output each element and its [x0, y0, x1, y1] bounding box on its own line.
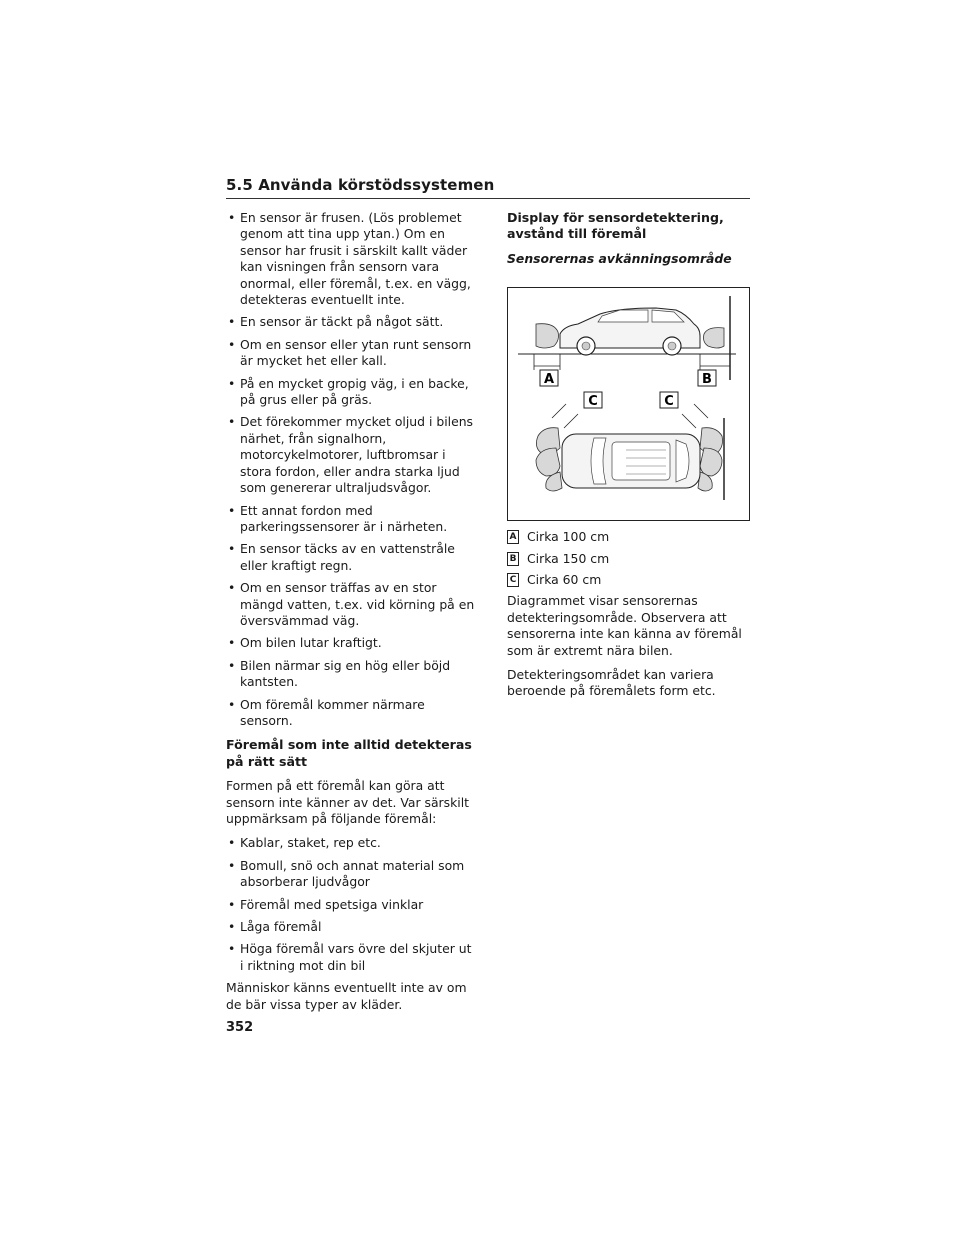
list-item: • Om föremål kommer närmare sensorn.: [226, 697, 476, 730]
legend-key: B: [507, 552, 519, 566]
legend-text: Cirka 150 cm: [527, 550, 610, 566]
left-column: [226, 210, 476, 1021]
right-column: [507, 210, 751, 708]
label-a: A: [543, 372, 555, 388]
legend-item: [507, 551, 751, 567]
legend-key: C: [507, 573, 519, 587]
legend-text: Cirka 100 cm: [527, 529, 610, 545]
legend-item: [507, 529, 751, 545]
list-item: • På en mycket gropig väg, i en backe, på grus eller på gräs.: [226, 376, 476, 409]
list-item: • Om en sensor träffas av en stor mängd vatten, t.ex. vid körning på en översvämmad väg.: [226, 580, 476, 629]
list-item: • Höga föremål vars övre del skjuter ut i riktning mot din bil: [226, 941, 476, 974]
list-item: • Bilen närmar sig en hög eller böjd kantsten.: [226, 658, 476, 691]
figure-legend: [507, 529, 751, 588]
list-item: • En sensor är frusen. (Lös problemet genom att tina upp ytan.) Om en sensor har frusit i särskilt kallt väder kan visningen från sensorn vara onormal, eller föremål, t.ex. en vägg, detekteras eventuellt inte.: [226, 210, 476, 308]
objects-heading: Föremål som inte alltid detekteras på rätt sätt: [226, 737, 472, 769]
range-note: Detekteringsområdet kan variera beroende på föremålets form etc.: [507, 667, 716, 699]
list-item: • Om bilen lutar kraftigt.: [226, 635, 476, 651]
label-b: B: [702, 372, 712, 388]
diagram-description: Diagrammet visar sensorernas detekteringsområde. Observera att sensorerna inte kan känna av föremål som är extremt nära bilen.: [507, 593, 742, 658]
conditions-list: [226, 210, 476, 729]
legend-text: Cirka 60 cm: [527, 572, 602, 588]
section-header: [226, 176, 750, 199]
list-item: • Föremål med spetsiga vinklar: [226, 897, 476, 913]
sensor-range-diagram: [508, 288, 751, 522]
list-item: • Det förekommer mycket oljud i bilens närhet, från signalhorn, motorcykelmotorer, luftbromsar i stora fordon, eller andra starka ljud som genererar ultraljudsvågor.: [226, 414, 476, 496]
label-c-rear: C: [664, 394, 674, 410]
legend-key: A: [507, 530, 519, 544]
display-heading: Display för sensordetektering, avstånd till föremål: [507, 210, 724, 242]
list-item: • Bomull, snö och annat material som absorberar ljudvågor: [226, 858, 476, 891]
list-item: • Ett annat fordon med parkeringssensorer är i närheten.: [226, 503, 476, 536]
label-c-front: C: [588, 394, 598, 410]
page-number: 352: [226, 1020, 254, 1035]
section-title: 5.5 Använda körstödssystemen: [226, 176, 495, 194]
list-item: • Kablar, staket, rep etc.: [226, 835, 476, 851]
objects-intro: Formen på ett föremål kan göra att sensorn inte känner av det. Var särskilt uppmärksam på följande föremål:: [226, 778, 470, 826]
list-item: • En sensor är täckt på något sätt.: [226, 314, 476, 330]
range-subheading: Sensorernas avkänningsområde: [507, 250, 732, 266]
closing-note: Människor känns eventuellt inte av om de bär vissa typer av kläder.: [226, 980, 467, 1012]
objects-list: [226, 835, 476, 974]
sensor-range-figure: [507, 287, 750, 521]
list-item: • Om en sensor eller ytan runt sensorn är mycket het eller kall.: [226, 337, 476, 370]
list-item: • En sensor täcks av en vattenstråle eller kraftigt regn.: [226, 541, 476, 574]
list-item: • Låga föremål: [226, 919, 476, 935]
legend-item: [507, 572, 751, 588]
